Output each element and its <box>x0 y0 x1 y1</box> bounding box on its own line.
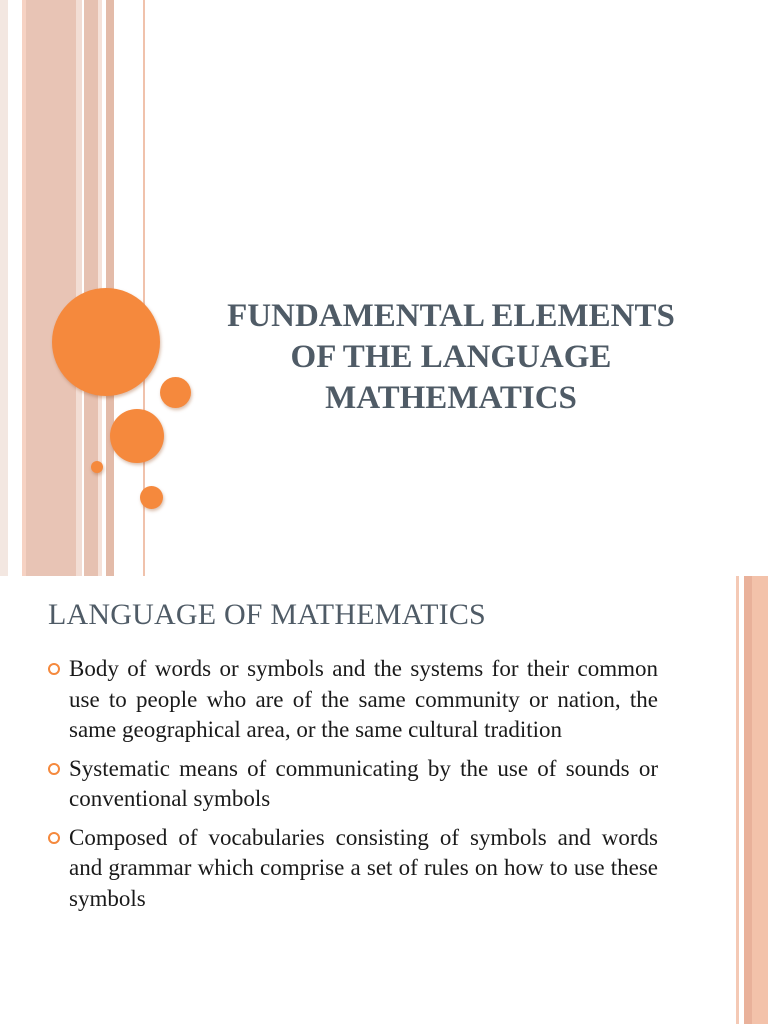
decorative-stripe <box>744 576 752 1024</box>
slide-title-line: MATHEMATICS <box>325 380 577 416</box>
decorative-stripe <box>0 0 8 576</box>
bullet-circle-icon <box>48 663 60 675</box>
bullet-circle-icon <box>48 832 60 844</box>
bullet-item <box>48 654 658 746</box>
bullet-text: Body of words or symbols and the systems for their common use to people who are of the same community or nation, the same geographical area, or the same cultural tradition <box>69 656 658 742</box>
bullet-item <box>48 823 658 915</box>
decorative-stripe <box>26 0 76 576</box>
decorative-circle-medium <box>110 409 164 463</box>
decorative-stripe <box>736 576 739 1024</box>
decorative-circle-tiny <box>91 461 103 473</box>
slide-title-line: OF THE LANGUAGE <box>290 339 612 375</box>
decorative-stripe <box>76 0 82 576</box>
bullet-text: Systematic means of communicating by the use of sounds or conventional symbols <box>69 755 658 811</box>
bullet-list <box>48 654 658 922</box>
slide-heading: LANGUAGE OF MATHEMATICS <box>48 598 486 631</box>
decorative-stripe <box>752 576 768 1024</box>
decorative-circle-small <box>160 377 191 408</box>
bullet-text: Composed of vocabularies consisting of symbols and words and grammar which comprise a set of rules on how to use these symbols <box>69 824 658 911</box>
content-slide <box>0 576 768 1024</box>
decorative-circle-small <box>140 486 163 509</box>
bullet-item <box>48 754 658 815</box>
slide-title <box>200 296 702 419</box>
decorative-circle-large <box>52 288 160 396</box>
bullet-circle-icon <box>48 763 60 775</box>
slide-title-line: FUNDAMENTAL ELEMENTS <box>227 298 675 334</box>
